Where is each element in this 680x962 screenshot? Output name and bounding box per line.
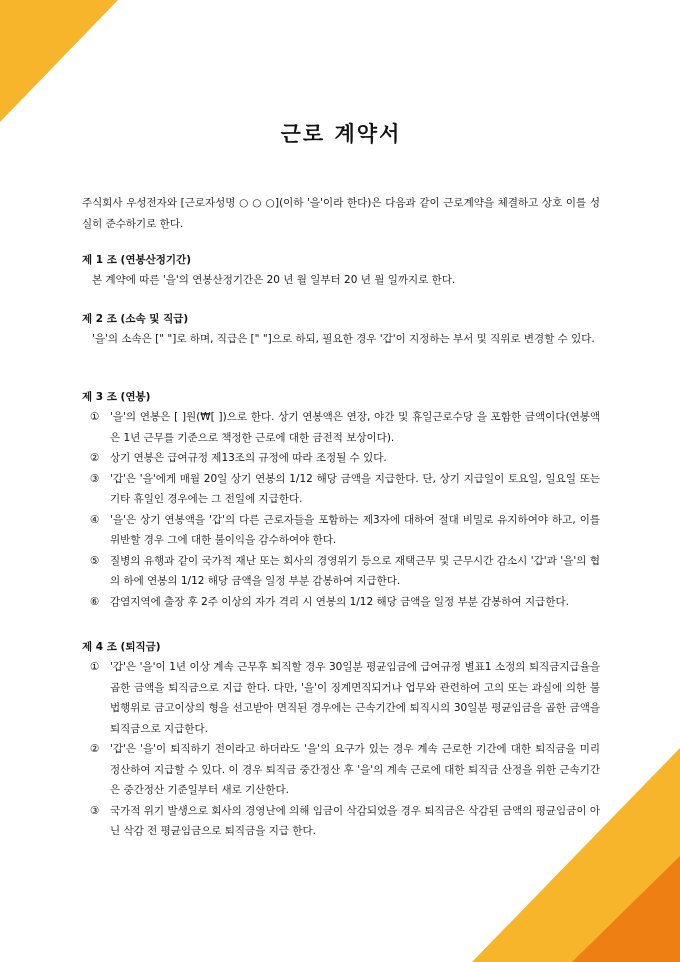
article-items xyxy=(82,407,600,612)
item-text: 상기 연봉은 급여규정 제13조의 규정에 따라 조정될 수 있다. xyxy=(110,452,387,464)
list-item xyxy=(82,801,600,842)
top-left-triangle xyxy=(0,0,118,122)
article-heading: 제 1 조 (연봉산정기간) xyxy=(82,254,192,266)
article-items xyxy=(82,657,600,842)
intro-paragraph: 주식회사 우성전자와 [근로자성명 ○ ○ ○](이하 '을'이라 한다)은 다음과 같이 근로계약을 체결하고 상호 이를 성실히 준수하기로 한다. xyxy=(82,197,600,230)
item-text: '갑'은 '을'이 1년 이상 계속 근무후 퇴직할 경우 30일분 평균임금에 급여규정 별표1 소정의 퇴직금지급율을 곱한 금액을 퇴직금으로 지급 한다. 다만, '을'이 징계면직되거나 업무와 관련하여 고의 또는 과실에 의한 불법행위로 금고이상의 형을 선고받아 면직된 경우에는 근속기간에 퇴직시의 30일분 평균임금을 곱한 금액을 퇴직금으로 지급한다. xyxy=(110,661,600,735)
item-number: ④ xyxy=(90,513,100,526)
item-text: 감염지역에 출장 후 2주 이상의 자가 격리 시 연봉의 1/12 해당 금액을 일정 부분 감봉하여 지급한다. xyxy=(110,595,569,608)
article-heading: 제 2 조 (소속 및 직급) xyxy=(82,313,189,325)
top-left-corner-decoration xyxy=(0,0,120,125)
item-number: ① xyxy=(90,661,100,673)
item-text: '을'의 연봉은 [ ]원(₩[ ])으로 한다. 상기 연봉액은 연장, 야간 및 휴일근로수당 을 포함한 금액이다(연봉액은 1년 근무를 기준으로 책정한 근로에 대한 금전적 보상이다). xyxy=(110,411,600,444)
article-4 xyxy=(82,637,600,842)
list-item xyxy=(82,510,600,551)
list-item xyxy=(82,407,600,448)
item-number: ② xyxy=(90,452,100,464)
article-2 xyxy=(82,309,600,350)
list-item xyxy=(82,592,600,613)
article-heading: 제 3 조 (연봉) xyxy=(82,391,151,403)
article-heading: 제 4 조 (퇴직금) xyxy=(82,641,161,653)
item-number: ② xyxy=(90,743,100,755)
item-number: ⑥ xyxy=(90,595,100,608)
list-item xyxy=(82,657,600,739)
list-item xyxy=(82,551,600,592)
article-1 xyxy=(82,250,600,291)
item-text: 국가적 위기 발생으로 회사의 경영난에 의해 임금이 삭감되었을 경우 퇴직금은 삭감된 금액의 평균임금이 아닌 삭감 전 평균임금으로 퇴직금을 지급 한다. xyxy=(110,804,600,837)
article-body: 본 계약에 따른 '을'의 연봉산정기간은 20 년 월 일부터 20 년 월 일까지로 한다. xyxy=(92,274,456,286)
item-text: '을'은 상기 연봉액을 '갑'의 다른 근로자들을 포함하는 제3자에 대하여 절대 비밀로 유지하여야 하고, 이를 위반할 경우 그에 대한 불이익을 감수하여야 한다. xyxy=(110,513,600,546)
item-number: ⑤ xyxy=(90,554,100,567)
item-number: ③ xyxy=(90,804,100,817)
item-text: '갑'은 '을'이 퇴직하기 전이라고 하더라도 '을'의 요구가 있는 경우 계속 근로한 기간에 대한 퇴직금을 미리 정산하여 지급할 수 있다. 이 경우 퇴직금 중간정산 후 '을'의 계속 근로에 대한 퇴직금 산정을 위한 근속기간은 중간정산 기준일부터 새로 기산한다. xyxy=(110,743,600,796)
list-item xyxy=(82,448,600,469)
list-item xyxy=(82,739,600,801)
article-body: '을'의 소속은 [" "]로 하며, 직급은 [" "]으로 하되, 필요한 경우 '갑'이 지정하는 부서 및 직위로 변경할 수 있다. xyxy=(92,333,595,345)
list-item xyxy=(82,469,600,510)
article-3 xyxy=(82,387,600,612)
item-text: '갑'은 '을'에게 매월 20일 상기 연봉의 1/12 해당 금액을 지급한다. 단, 상기 지급일이 토요일, 일요일 또는 기타 휴일인 경우에는 그 전일에 지급한다. xyxy=(110,472,600,505)
item-number: ③ xyxy=(90,472,100,485)
item-text: 질병의 유행과 같이 국가적 재난 또는 회사의 경영위기 등으로 재택근무 및 근무시간 감소시 '갑'과 '을'의 협의 하에 연봉의 1/12 해당 금액을 일정 부분 감봉하여 지급한다. xyxy=(110,554,600,587)
item-number: ① xyxy=(90,411,100,423)
document-title: 근로 계약서 xyxy=(280,122,402,146)
